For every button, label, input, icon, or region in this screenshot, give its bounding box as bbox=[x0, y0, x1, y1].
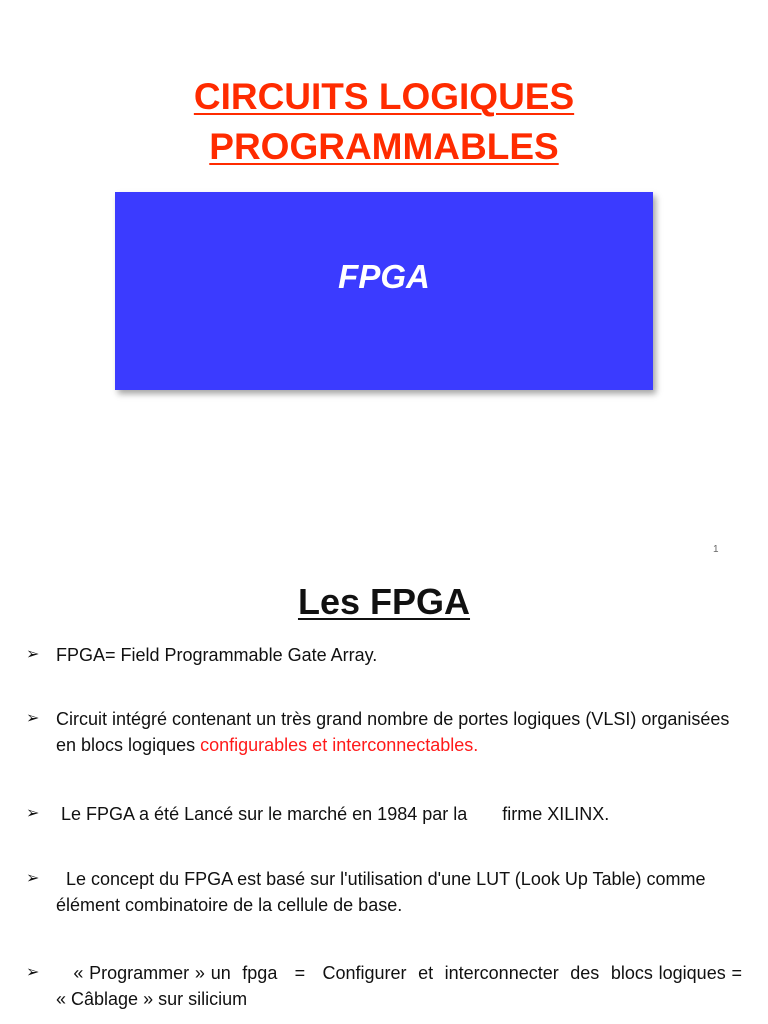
slide-title bbox=[0, 72, 768, 172]
title-line-1: CIRCUITS LOGIQUES bbox=[193, 76, 575, 117]
bullet-text: « Programmer » un fpga = Configurer et interconnecter des blocs logiques = « Câblage » sur silicium bbox=[56, 963, 753, 1009]
slide-2-title-text: Les FPGA bbox=[297, 581, 471, 622]
bullet-highlight: configurables et interconnectables. bbox=[200, 735, 479, 755]
bullet-text: FPGA= Field Programmable Gate Array. bbox=[56, 645, 378, 665]
fpga-box bbox=[115, 192, 653, 390]
fpga-box-label: FPGA bbox=[338, 258, 430, 295]
bullet-text: Circuit intégré contenant un très grand nombre de portes logiques (VLSI) organisées en blocs logiques bbox=[56, 709, 730, 755]
arrowhead-bullet-icon: ➢ bbox=[26, 710, 40, 727]
arrowhead-bullet-icon: ➢ bbox=[26, 805, 40, 822]
arrowhead-bullet-icon: ➢ bbox=[26, 646, 40, 663]
page-number: 1 bbox=[713, 544, 719, 555]
bullet-text: Le concept du FPGA est basé sur l'utilisation d'une LUT (Look Up Table) comme élément combinatoire de la cellule de base. bbox=[56, 869, 711, 915]
bullet-text-block bbox=[56, 706, 742, 758]
slide-2 bbox=[0, 570, 768, 1024]
bullet-text: Le FPGA a été Lancé sur le marché en 1984 par la firme XILINX. bbox=[56, 804, 610, 824]
slide-2-title bbox=[0, 580, 768, 624]
arrowhead-bullet-icon: ➢ bbox=[26, 964, 40, 981]
title-line-2: PROGRAMMABLES bbox=[209, 126, 559, 167]
arrowhead-bullet-icon: ➢ bbox=[26, 870, 40, 887]
